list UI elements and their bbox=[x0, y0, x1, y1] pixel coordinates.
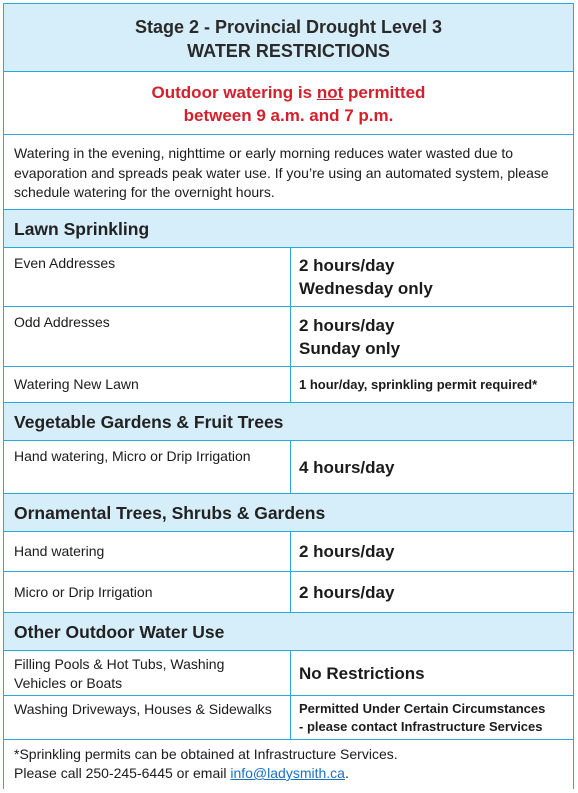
notice-header bbox=[4, 4, 573, 71]
row-value: No Restrictions bbox=[290, 651, 573, 695]
row-label: Filling Pools & Hot Tubs, Washing Vehicles or Boats bbox=[14, 656, 225, 691]
table-row bbox=[4, 695, 573, 739]
row-label: Even Addresses bbox=[14, 255, 116, 271]
table-row bbox=[4, 571, 573, 612]
row-label: Micro or Drip Irrigation bbox=[14, 583, 153, 600]
row-value: 2 hours/day Sunday only bbox=[290, 307, 573, 366]
section-lawn-sprinkling: Lawn Sprinkling bbox=[4, 209, 573, 247]
row-value: 2 hours/day bbox=[290, 572, 573, 612]
section-vegetable-gardens: Vegetable Gardens & Fruit Trees bbox=[4, 402, 573, 440]
row-label: Washing Driveways, Houses & Sidewalks bbox=[14, 701, 272, 717]
watering-time-alert bbox=[4, 71, 573, 134]
row-label: Odd Addresses bbox=[14, 314, 110, 330]
row-label: Watering New Lawn bbox=[14, 376, 139, 392]
section-other-outdoor-use: Other Outdoor Water Use bbox=[4, 612, 573, 650]
intro-paragraph: Watering in the evening, nighttime or early morning reduces water wasted due to evaporation and spreads peak water use. If you’re using an automated system, please schedule watering for the overnight hours. bbox=[4, 134, 573, 209]
alert-line-2: between 9 a.m. and 7 p.m. bbox=[183, 106, 394, 125]
row-value: 1 hour/day, sprinkling permit required* bbox=[290, 367, 573, 402]
table-row bbox=[4, 247, 573, 306]
table-row bbox=[4, 531, 573, 571]
section-ornamental: Ornamental Trees, Shrubs & Gardens bbox=[4, 493, 573, 531]
permit-footnote bbox=[4, 739, 573, 789]
water-restrictions-notice bbox=[3, 3, 574, 789]
alert-line-1: Outdoor watering is not permitted bbox=[151, 83, 426, 102]
table-row bbox=[4, 440, 573, 493]
footnote-line-2: Please call 250-245-6445 or email info@ladysmith.ca. bbox=[14, 765, 349, 781]
email-link[interactable]: info@ladysmith.ca bbox=[230, 765, 345, 781]
row-value: 2 hours/day Wednesday only bbox=[290, 248, 573, 306]
footnote-line-1: *Sprinkling permits can be obtained at Infrastructure Services. bbox=[14, 746, 398, 762]
row-label: Hand watering bbox=[14, 543, 105, 559]
restrictions-title: WATER RESTRICTIONS bbox=[187, 41, 390, 61]
row-value: 4 hours/day bbox=[290, 441, 573, 493]
stage-title: Stage 2 - Provincial Drought Level 3 bbox=[134, 17, 443, 37]
table-row bbox=[4, 650, 573, 695]
table-row bbox=[4, 366, 573, 402]
alert-emphasis: not bbox=[316, 83, 344, 102]
table-row bbox=[4, 306, 573, 366]
row-value: 2 hours/day bbox=[290, 532, 573, 571]
row-label: Hand watering, Micro or Drip Irrigation bbox=[14, 448, 251, 464]
row-value: Permitted Under Certain Circumstances - please contact Infrastructure Services bbox=[290, 696, 573, 739]
